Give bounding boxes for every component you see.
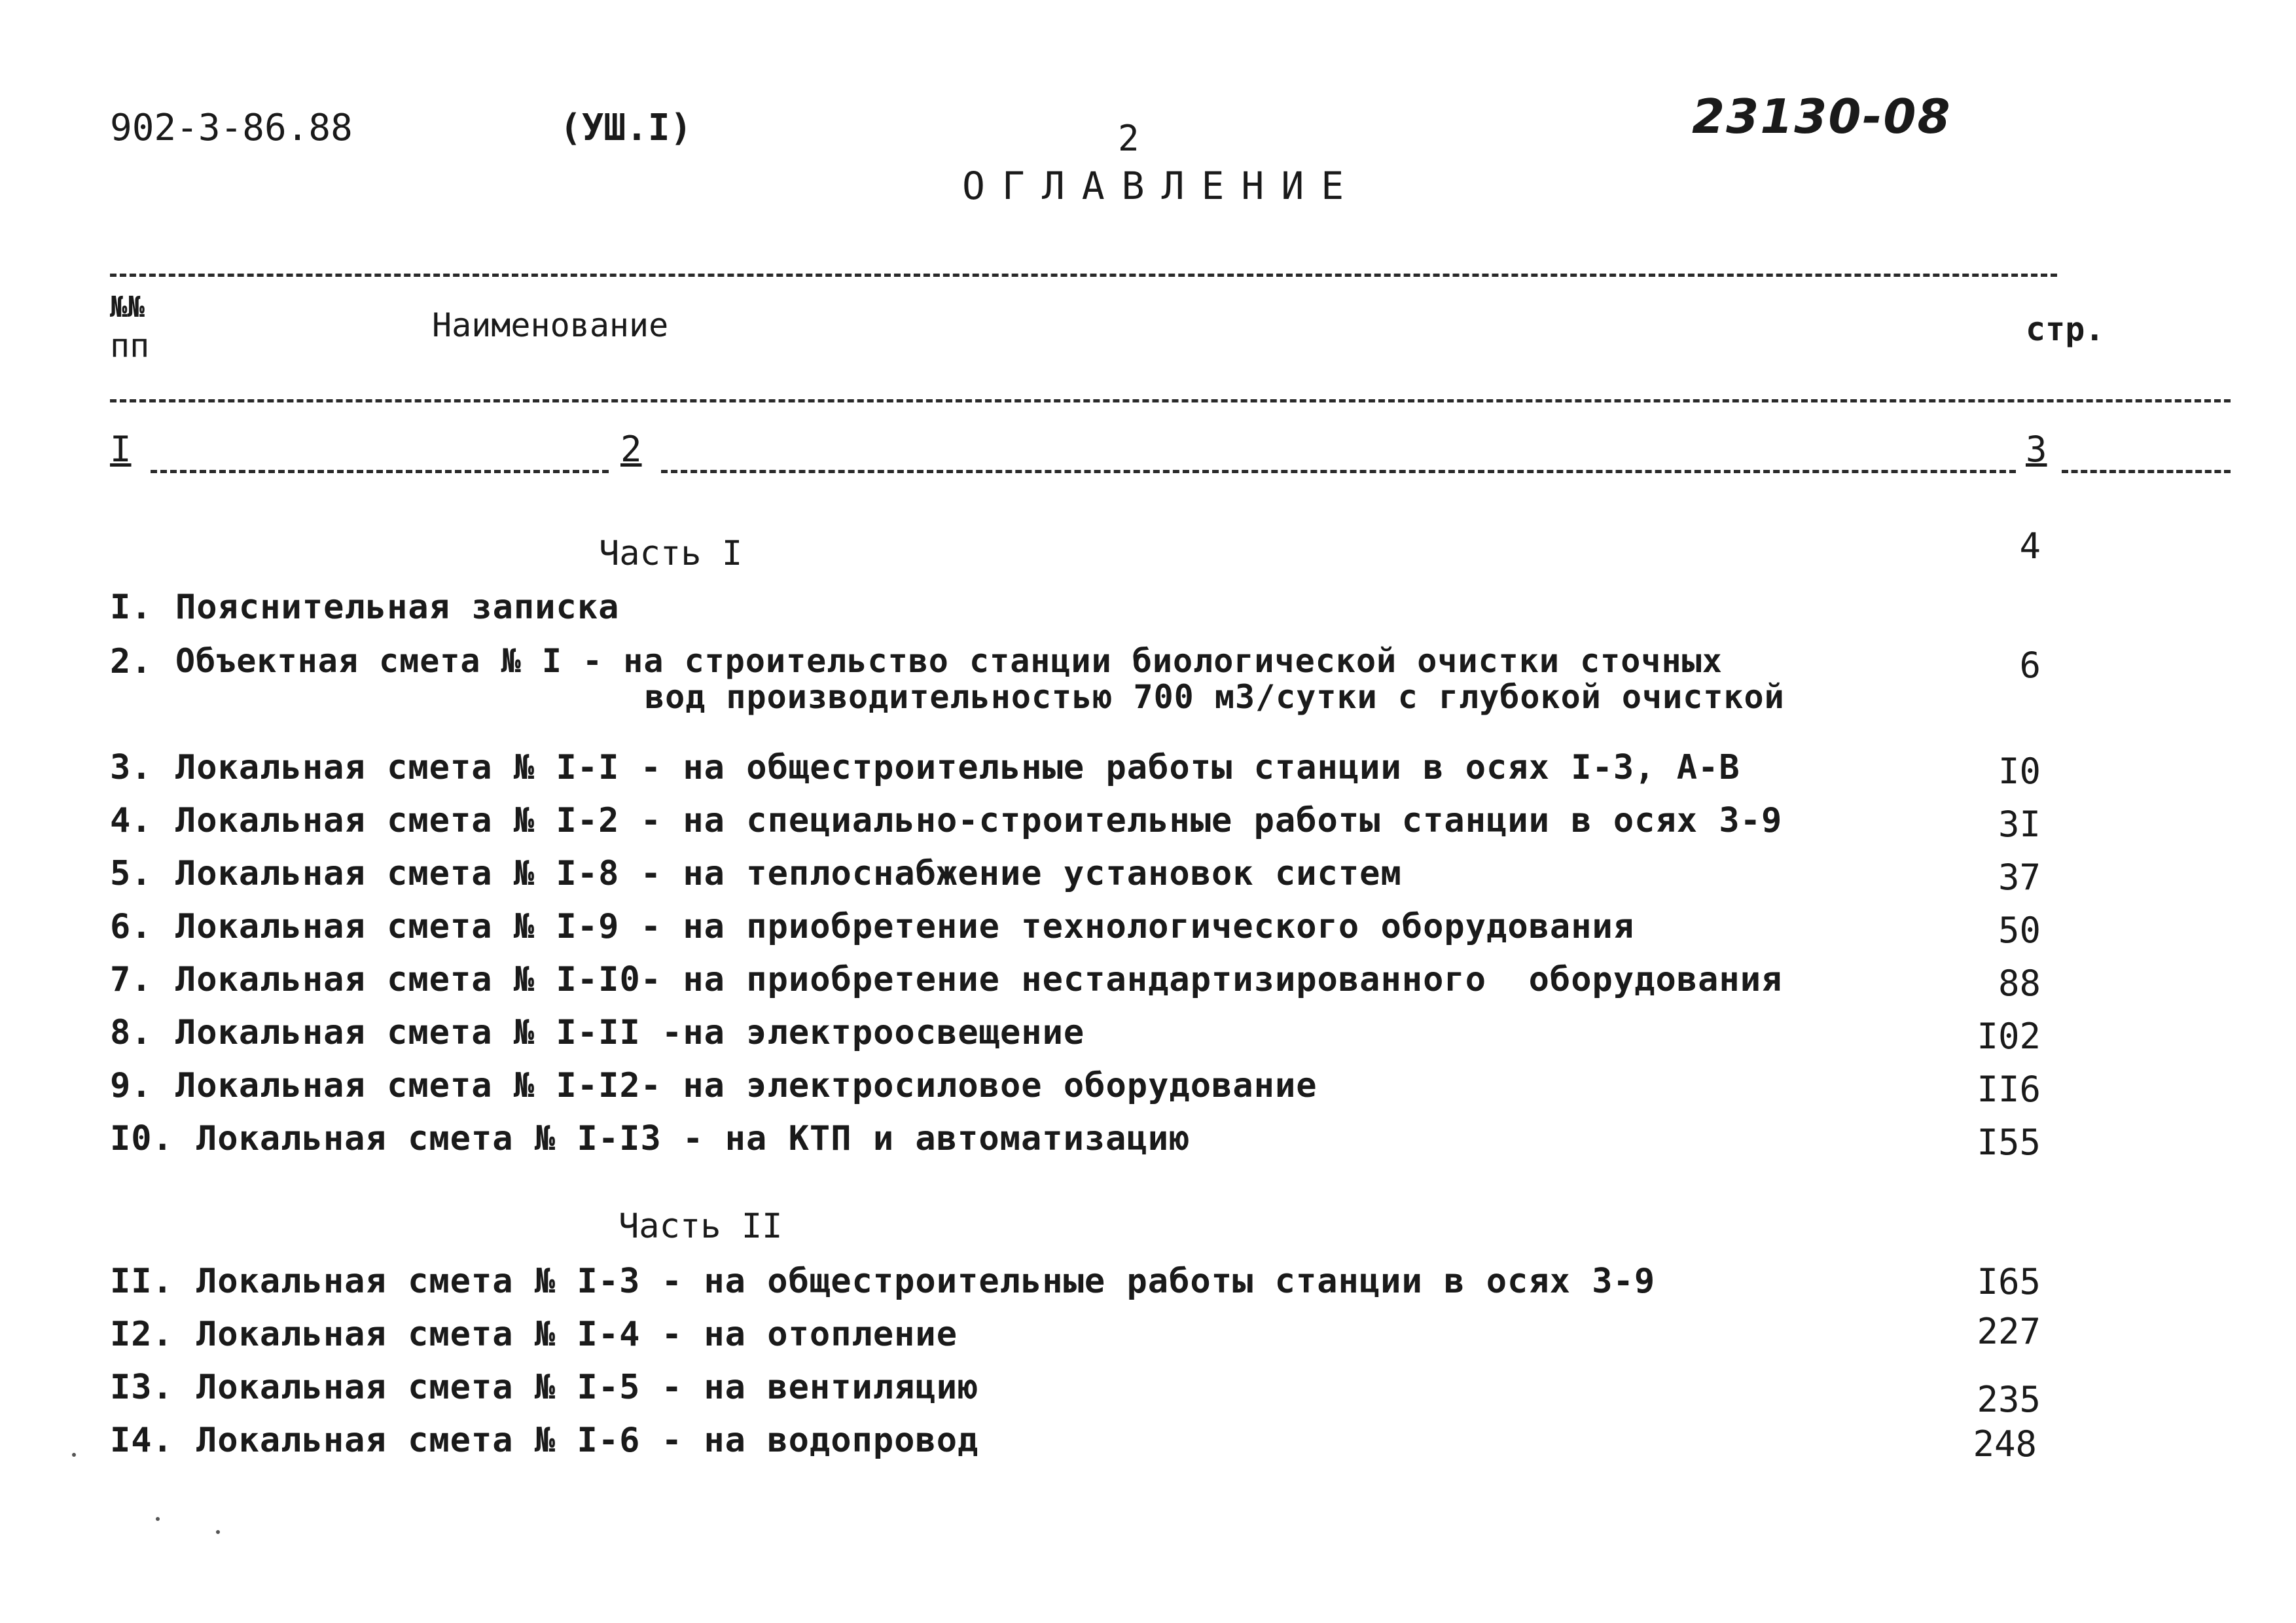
toc-entry-page: 50 — [1998, 910, 2041, 951]
header-top-rule — [110, 274, 2057, 277]
toc-entry-page: I55 — [1977, 1122, 2041, 1163]
toc-entry-text: Локальная смета № I-I0- на приобретение нестандартизированного оборудования — [175, 960, 1783, 999]
toc-entry-number: 2. — [110, 642, 152, 681]
toc-entry-page: 248 — [1973, 1423, 2037, 1465]
toc-entry-number: 7. — [110, 960, 152, 999]
toc-entry-page: 235 — [1977, 1379, 2041, 1420]
column-label-page: стр. — [2026, 310, 2105, 348]
section-title-part-1: Часть I — [599, 534, 743, 573]
toc-entry-number: 8. — [110, 1013, 152, 1052]
toc-entry-text: Локальная смета № I-II -на электроосвещение — [175, 1013, 1085, 1052]
toc-entry-text: Локальная смета № I-I - на общестроительные работы станции в осях I-3, А-В — [175, 748, 1740, 787]
toc-entry-number: II. — [110, 1262, 173, 1301]
header-bottom-rule — [110, 399, 2231, 402]
toc-entry-text-continued: вод производительностью 700 м3/сутки с глубокой очисткой — [645, 678, 1785, 716]
page-number: 2 — [1118, 118, 1139, 159]
toc-entry-text: Локальная смета № I-6 - на водопровод — [196, 1421, 979, 1460]
toc-entry-page: 227 — [1977, 1311, 2041, 1352]
toc-entry-number: 9. — [110, 1066, 152, 1105]
toc-entry-number: 5. — [110, 854, 152, 893]
page-title: ОГЛАВЛЕНИЕ — [962, 164, 1361, 208]
scan-speck — [156, 1517, 160, 1521]
toc-entry-text: Локальная смета № I-8 - на теплоснабжение установок систем — [175, 854, 1402, 893]
section-title-part-2: Часть II — [619, 1207, 783, 1246]
column-number-rule — [151, 470, 609, 473]
sheet-reference: (УШ.I) — [560, 107, 692, 149]
toc-entry-page: I0 — [1998, 751, 2041, 792]
toc-entry-number: I. — [110, 588, 152, 627]
scan-speck — [216, 1530, 220, 1534]
toc-entry-page: 6 — [2019, 645, 2041, 686]
toc-entry-text: Пояснительная записка — [175, 588, 620, 627]
toc-entry-page: 3I — [1998, 804, 2041, 845]
toc-entry-number: I0. — [110, 1119, 173, 1158]
toc-entry-page: I65 — [1977, 1261, 2041, 1302]
scan-speck — [72, 1453, 76, 1457]
handwritten-document-number: 23130-08 — [1692, 89, 1952, 144]
column-number-1: I — [110, 429, 132, 470]
toc-entry-text: Локальная смета № I-I3 - на КТП и автоматизацию — [196, 1119, 1191, 1158]
toc-entry-text: Локальная смета № I-5 - на вентиляцию — [196, 1368, 979, 1407]
section-page-number: 4 — [2019, 526, 2041, 567]
column-label-name: Наименование — [432, 306, 669, 344]
column-number-3: 3 — [2026, 429, 2047, 470]
toc-entry-text: Локальная смета № I-I2- на электросиловое оборудование — [175, 1066, 1318, 1105]
column-number-rule — [2062, 470, 2231, 473]
toc-entry-number: 6. — [110, 907, 152, 946]
toc-entry-page: I02 — [1977, 1016, 2041, 1057]
toc-entry-page: 88 — [1998, 963, 2041, 1004]
toc-entry-text: Локальная смета № I-9 - на приобретение технологического оборудования — [175, 907, 1635, 946]
document-code: 902-3-86.88 — [110, 107, 353, 149]
toc-entry-text: Объектная смета № I - на строительство станции биологической очистки сточных — [175, 642, 1723, 680]
column-number-2: 2 — [620, 429, 642, 470]
column-number-rule — [661, 470, 2016, 473]
toc-entry-text: Локальная смета № I-2 - на специально-строительные работы станции в осях 3-9 — [175, 801, 1783, 840]
toc-entry-number: I2. — [110, 1315, 173, 1354]
toc-entry-page: II6 — [1977, 1069, 2041, 1110]
column-label-number-line1: №№ — [110, 291, 145, 324]
toc-entry-number: 4. — [110, 801, 152, 840]
toc-entry-number: 3. — [110, 748, 152, 787]
toc-entry-text: Локальная смета № I-3 - на общестроительные работы станции в осях 3-9 — [196, 1262, 1656, 1301]
toc-entry-text: Локальная смета № I-4 - на отопление — [196, 1315, 958, 1354]
column-label-number-line2: пп — [110, 327, 150, 365]
toc-entry-number: I4. — [110, 1421, 173, 1460]
toc-entry-number: I3. — [110, 1368, 173, 1407]
toc-entry-page: 37 — [1998, 857, 2041, 898]
